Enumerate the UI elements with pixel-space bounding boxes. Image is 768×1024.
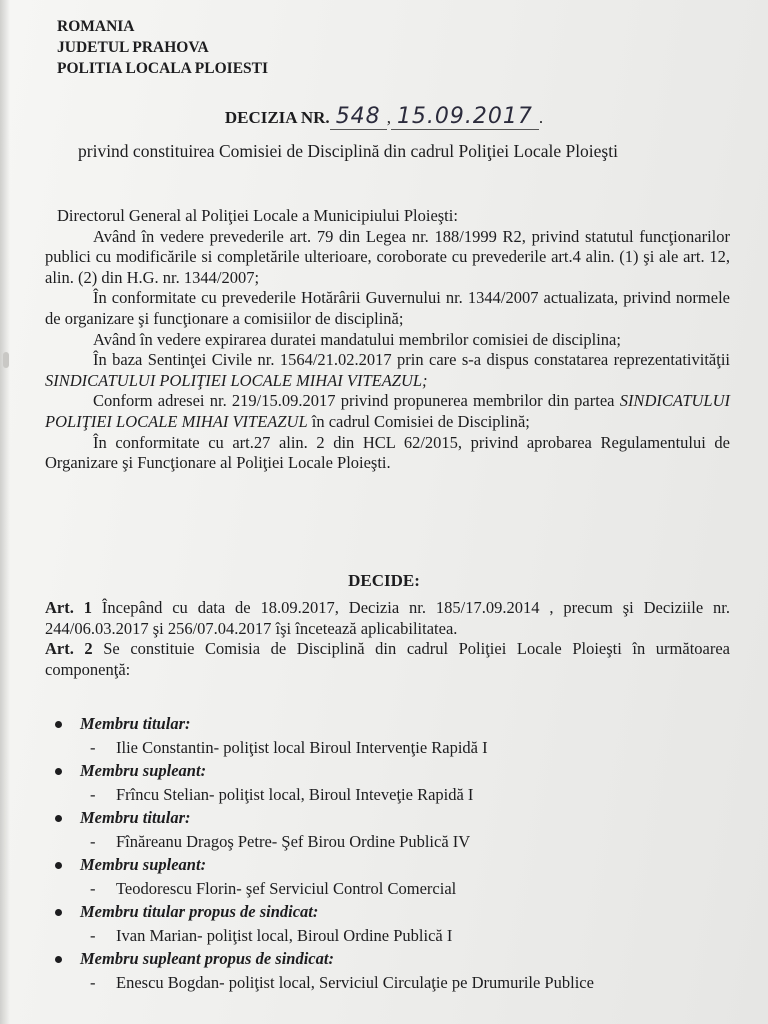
- article-2: [45, 639, 730, 680]
- preamble-text: Având în vedere expirarea duratei mandatului membrilor comisiei de disciplina;: [93, 329, 621, 349]
- preamble-text: În conformitate cu prevederile Hotărârii Guvernului nr. 1344/2007 actualizata, privind normele de organizare şi funcţionare a comisiilor de disciplină;: [45, 288, 730, 328]
- article-1-text: Începând cu data de 18.09.2017, Decizia nr. 185/17.09.2014 , precum şi Deciziile nr. 244/06.03.2017 şi 256/07.04.2017 îşi încetează aplicabilitatea.: [45, 598, 730, 638]
- preamble-paragraph: [45, 391, 730, 432]
- member-name-text: Ilie Constantin- poliţist local Biroul Intervenţie Rapidă I: [116, 738, 488, 757]
- page-edge-shadow: [0, 0, 10, 1024]
- preamble-text: Având în vedere prevederile art. 79 din Legea nr. 188/1999 R2, privind statutul funcţionarilor publici cu modificările si completările ulterioare, coroborate cu prevederile art.4 alin. (1) şi ale art. 12, alin. (2) din H.G. nr. 1344/2007;: [45, 226, 730, 287]
- header-county: JUDETUL PRAHOVA: [57, 39, 209, 56]
- article-1: [45, 598, 730, 639]
- punch-hole: [3, 352, 9, 368]
- preamble-paragraph: [45, 330, 730, 351]
- member-role-label: Membru supleant propus de sindicat:: [80, 949, 334, 968]
- dash-icon: -: [90, 973, 96, 992]
- bullet-icon: [55, 815, 62, 822]
- decision-tail: .: [538, 108, 544, 127]
- preamble-paragraph: [45, 350, 730, 391]
- decide-heading: DECIDE:: [348, 571, 420, 590]
- decision-label: DECIZIA NR.: [224, 108, 330, 127]
- bullet-icon: [55, 909, 62, 916]
- member-name-text: Enescu Bogdan- poliţist local, Serviciul Circulaţie pe Drumurile Publice: [116, 973, 594, 992]
- member-role-label: Membru titular:: [80, 808, 191, 827]
- commission-members: [52, 713, 732, 995]
- dash-icon: -: [90, 879, 96, 898]
- article-2-label: Art. 2: [45, 639, 93, 659]
- dash-icon: -: [90, 832, 96, 851]
- member-name: [52, 829, 732, 854]
- preamble-paragraph: [45, 288, 730, 329]
- member-name-text: Ivan Marian- poliţist local, Biroul Ordine Publică I: [116, 926, 453, 945]
- preamble-text: Conform adresei nr. 219/15.09.2017 privind propunerea membrilor din partea: [93, 391, 620, 411]
- member-role: [52, 948, 732, 970]
- bullet-icon: [55, 721, 62, 728]
- decision-subtitle: privind constituirea Comisiei de Disciplină din cadrul Poliţiei Locale Ploieşti: [78, 141, 618, 161]
- preamble: [45, 206, 730, 474]
- member-name-text: Teodorescu Florin- şef Serviciul Control Comercial: [116, 879, 457, 898]
- member-role: [52, 713, 732, 735]
- header-institution: POLITIA LOCALA PLOIESTI: [57, 60, 269, 77]
- header-country: ROMANIA: [57, 18, 135, 35]
- institution-header: [57, 16, 268, 79]
- union-name: SINDICATULUI POLIŢIEI LOCALE MIHAI VITEAZUL: [45, 391, 730, 431]
- preamble-intro: Directorul General al Poliţiei Locale a Municipiului Ploieşti:: [57, 206, 458, 225]
- member-name: [52, 735, 732, 760]
- member-name-text: Frîncu Stelian- poliţist local, Biroul Inteveţie Rapidă I: [116, 785, 474, 804]
- decision-number-handwritten: 548: [330, 104, 387, 130]
- member-role: [52, 901, 732, 923]
- member-role-label: Membru titular:: [80, 714, 191, 733]
- preamble-paragraph: [45, 433, 730, 474]
- member-role: [52, 854, 732, 876]
- member-role-label: Membru supleant:: [80, 855, 207, 874]
- decision-date-handwritten: 15.09.2017: [391, 104, 539, 130]
- dash-icon: -: [90, 738, 96, 757]
- bullet-icon: [55, 956, 62, 963]
- member-role: [52, 807, 732, 829]
- union-name: SINDICATULUI POLIŢIEI LOCALE MIHAI VITEAZUL;: [45, 370, 428, 390]
- member-role-label: Membru titular propus de sindicat:: [80, 902, 319, 921]
- decision-separator: ,: [386, 108, 391, 127]
- dash-icon: -: [90, 785, 96, 804]
- member-role: [52, 760, 732, 782]
- member-name-text: Fînăreanu Dragoş Petre- Şef Birou Ordine Publică IV: [116, 832, 471, 851]
- member-name: [52, 923, 732, 948]
- article-1-label: Art. 1: [45, 598, 92, 617]
- dash-icon: -: [90, 926, 96, 945]
- articles: [45, 598, 730, 680]
- member-role-label: Membru supleant:: [80, 761, 207, 780]
- bullet-icon: [55, 862, 62, 869]
- member-name: [52, 782, 732, 807]
- member-name: [52, 876, 732, 901]
- decision-title: [0, 104, 768, 129]
- bullet-icon: [55, 768, 62, 775]
- preamble-text: În baza Sentinţei Civile nr. 1564/21.02.2017 prin care s-a dispus constatarea reprezentativităţii: [93, 350, 730, 370]
- article-2-text: Se constituie Comisia de Disciplină din cadrul Poliţiei Locale Ploieşti în următoarea componenţă:: [45, 639, 730, 679]
- preamble-text: În conformitate cu art.27 alin. 2 din HCL 62/2015, privind aprobarea Regulamentului de Organizare şi Funcţionare al Poliţiei Locale Ploieşti.: [45, 432, 730, 473]
- member-name: [52, 970, 732, 995]
- preamble-paragraph: [45, 227, 730, 289]
- preamble-text: în cadrul Comisiei de Disciplină;: [307, 411, 530, 431]
